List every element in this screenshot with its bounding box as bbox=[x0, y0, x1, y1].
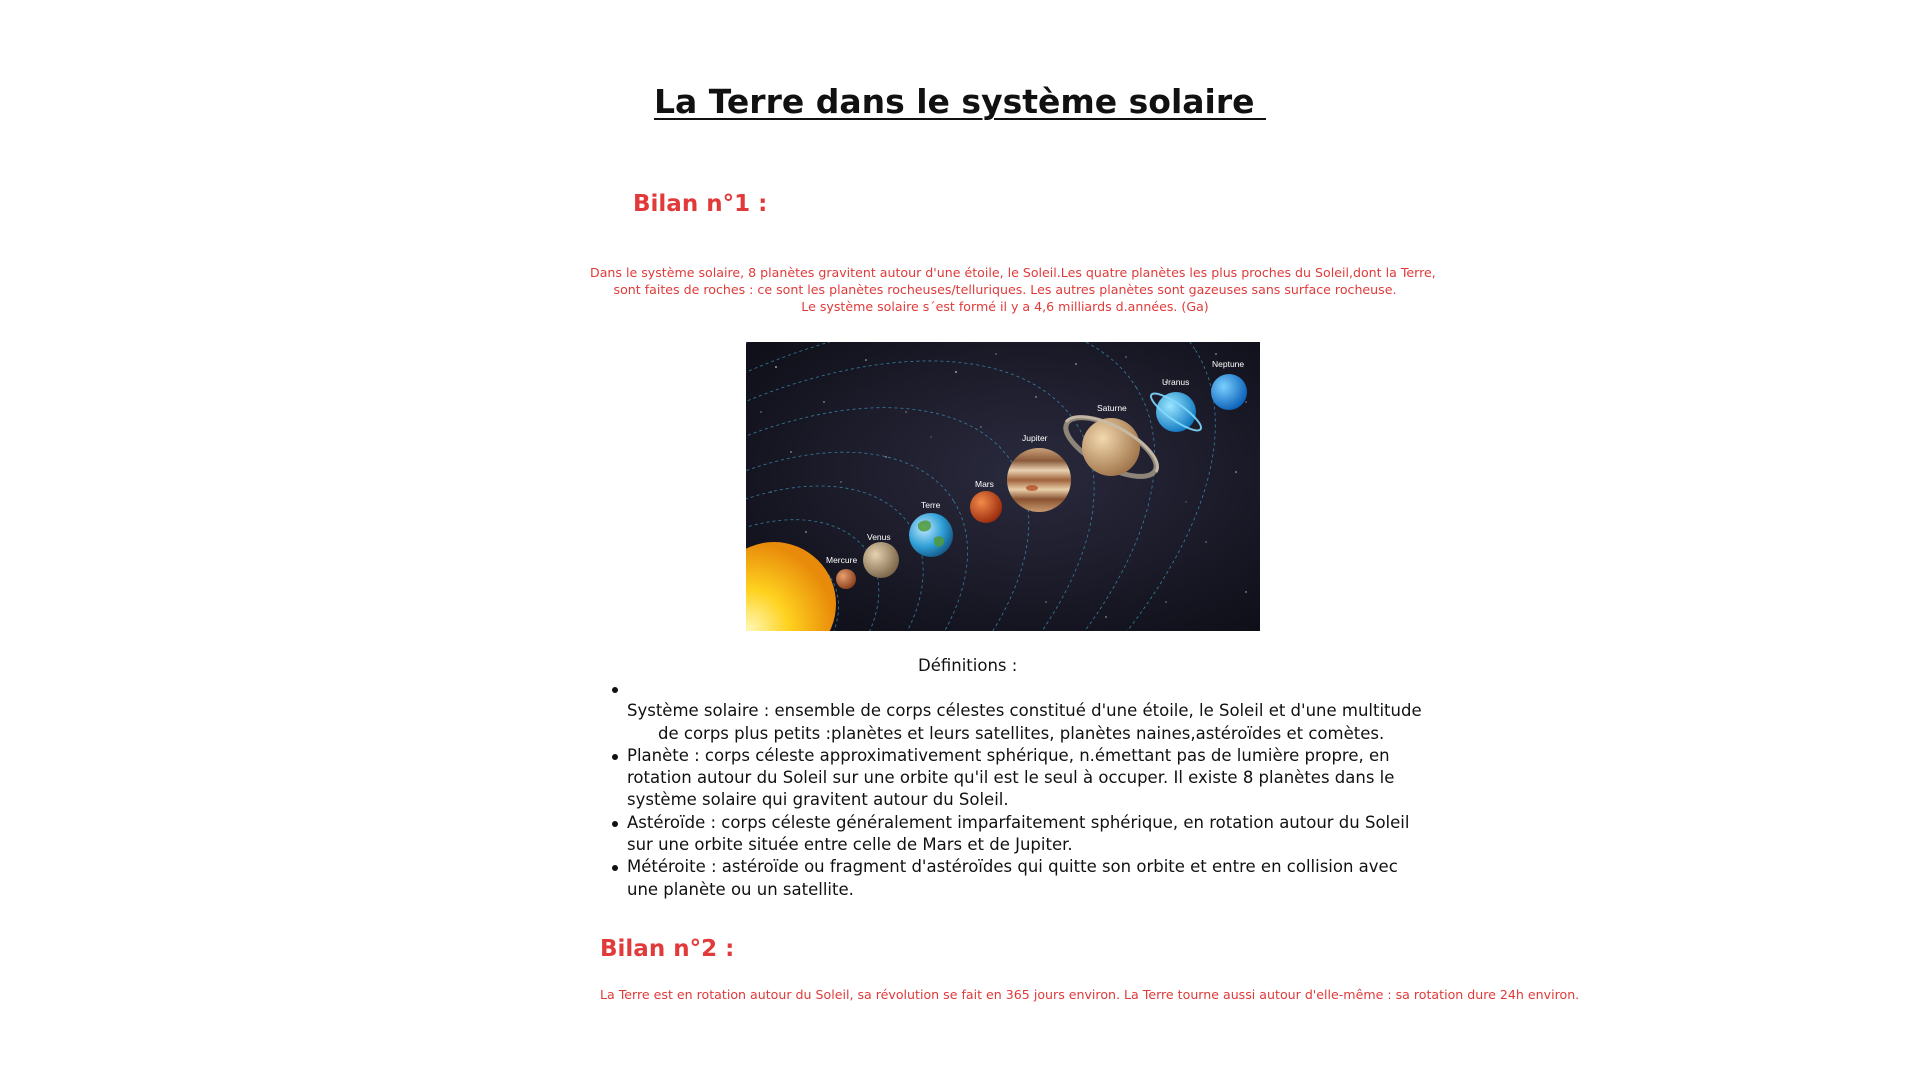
bilan2-summary: La Terre est en rotation autour du Soleil, sa révolution se fait en 365 jours environ. La Terre tourne aussi autour d'elle-même : sa rotation dure 24h environ. bbox=[600, 987, 1580, 1002]
bilan1-summary bbox=[590, 264, 1436, 315]
definition-item bbox=[627, 678, 1422, 745]
page-title: La Terre dans le système solaire bbox=[654, 82, 1266, 121]
definition-line: rotation autour du Soleil sur une orbite qu'il est le seul à occuper. Il existe 8 planètes dans le bbox=[627, 768, 1395, 788]
neptune-planet bbox=[1211, 374, 1247, 410]
label-saturne: Saturne bbox=[1097, 403, 1127, 413]
label-neptune: Neptune bbox=[1212, 359, 1245, 369]
definition-line: Astéroïde : corps céleste généralement imparfaitement sphérique, en rotation autour du Soleil bbox=[627, 812, 1410, 832]
mars-planet bbox=[970, 491, 1002, 523]
bilan1-line: Dans le système solaire, 8 planètes gravitent autour d'une étoile, le Soleil.Les quatre planètes les plus proches du Soleil,dont la Terre, bbox=[590, 265, 1436, 280]
definitions-list bbox=[627, 678, 1422, 901]
definition-line: Météroite : astéroïde ou fragment d'astéroïdes qui quitte son orbite et entre en collision avec bbox=[627, 857, 1398, 877]
label-jupiter: Jupiter bbox=[1022, 433, 1048, 443]
bilan1-line: sont faites de roches : ce sont les planètes rocheuses/telluriques. Les autres planètes sont gazeuses sans surface rocheuse. bbox=[613, 282, 1397, 297]
bilan2-heading: Bilan n°2 : bbox=[600, 936, 735, 962]
definition-item bbox=[627, 856, 1398, 901]
label-venus: Venus bbox=[867, 532, 891, 542]
definition-item bbox=[627, 745, 1395, 812]
bilan1-line: Le système solaire s´est formé il y a 4,6 milliards d.années. (Ga) bbox=[801, 299, 1209, 314]
definition-line: Système solaire : ensemble de corps célestes constitué d'une étoile, le Soleil et d'une multitude bbox=[627, 701, 1422, 721]
bilan1-heading: Bilan n°1 : bbox=[633, 191, 768, 217]
definition-line: système solaire qui gravitent autour du Soleil. bbox=[627, 790, 1009, 810]
label-terre: Terre bbox=[921, 500, 941, 510]
solar-system-illustration bbox=[746, 342, 1260, 631]
empty-bullet-line bbox=[627, 678, 1347, 700]
label-mercure: Mercure bbox=[826, 555, 858, 565]
definition-line: Planète : corps céleste approximativement sphérique, n.émettant pas de lumière propre, en bbox=[627, 745, 1390, 765]
jupiter-planet bbox=[1007, 448, 1071, 512]
venus-planet bbox=[863, 542, 899, 578]
label-mars: Mars bbox=[975, 479, 994, 489]
definition-line: sur une orbite située entre celle de Mars et de Jupiter. bbox=[627, 835, 1073, 855]
definition-line: une planète ou un satellite. bbox=[627, 879, 854, 899]
earth-planet bbox=[909, 513, 953, 557]
mercury-planet bbox=[836, 569, 856, 589]
definitions-title: Définitions : bbox=[918, 656, 1018, 675]
definition-item bbox=[627, 812, 1410, 857]
jupiter-red-spot bbox=[1026, 485, 1038, 491]
label-uranus: Uranus bbox=[1162, 377, 1190, 387]
definition-line: de corps plus petits :planètes et leurs satellites, planètes naines,astéroïdes et comètes. bbox=[658, 723, 1385, 743]
